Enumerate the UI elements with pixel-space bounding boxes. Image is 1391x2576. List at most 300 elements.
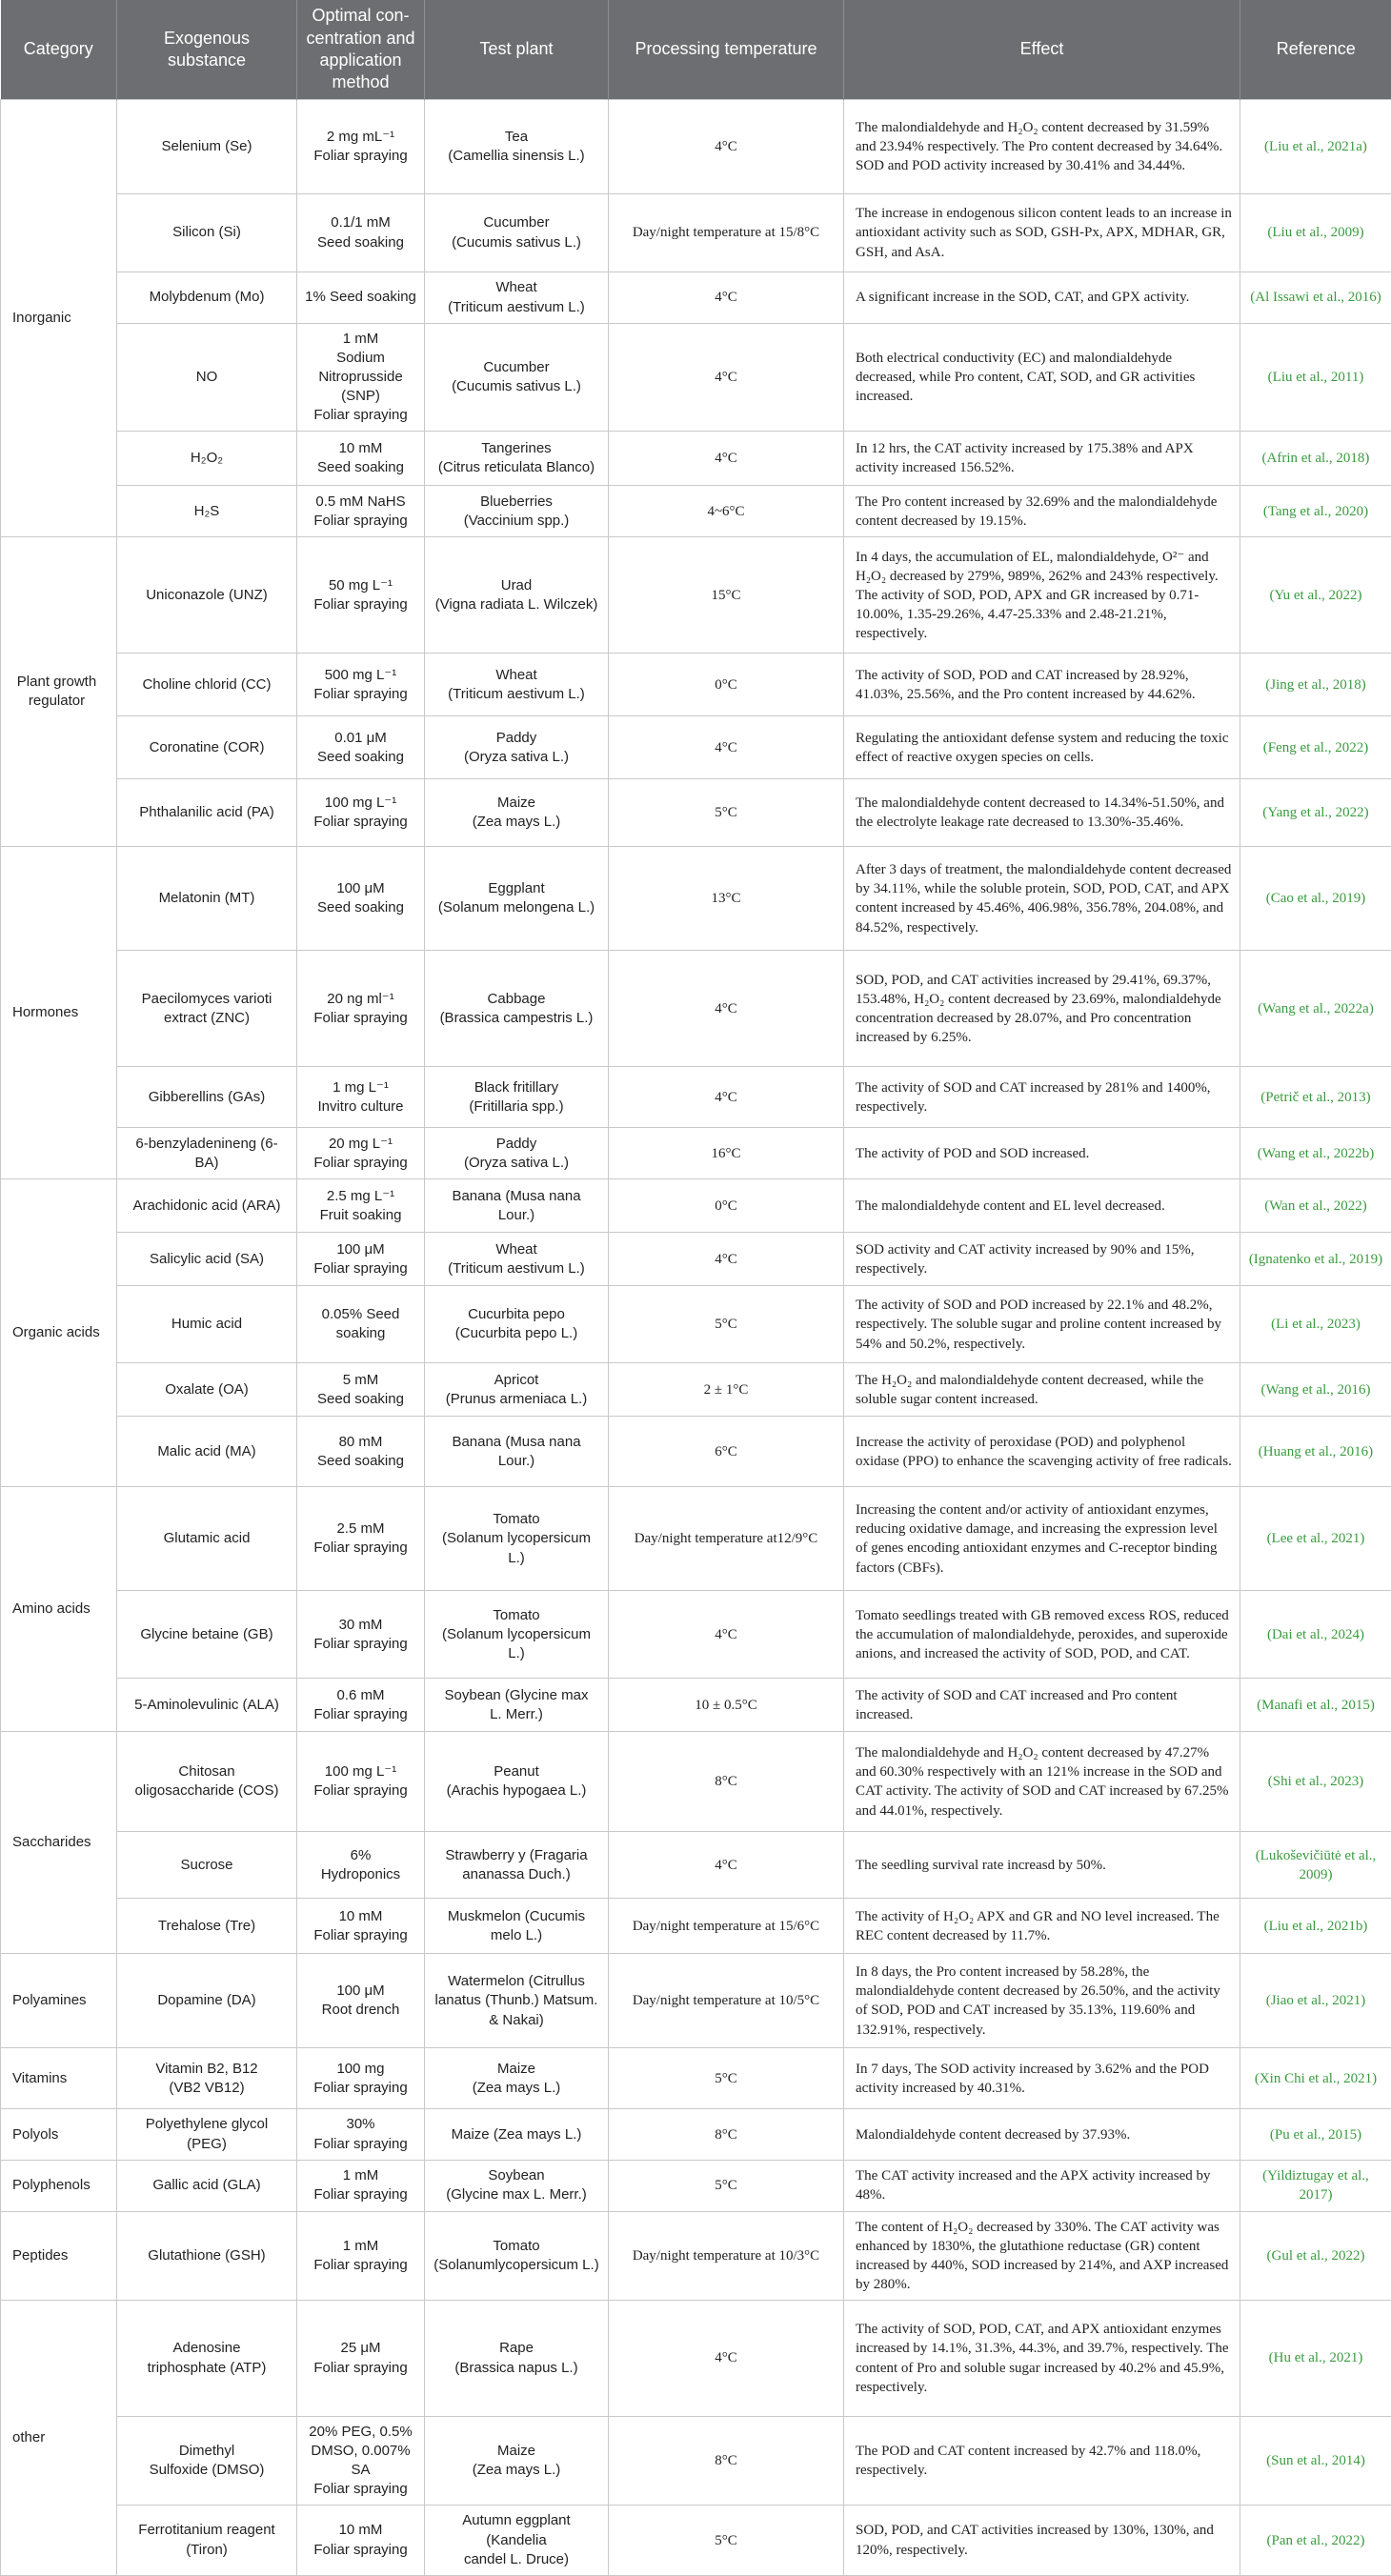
substance-cell bbox=[117, 1732, 297, 1832]
effect-cell: SOD, POD, and CAT activities increased by 130%, 130%, and 120%, respectively. bbox=[844, 2506, 1240, 2575]
concentration-cell-line: 20% PEG, 0.5% bbox=[305, 2423, 416, 2442]
substance-cell bbox=[117, 1487, 297, 1591]
concentration-cell-line: 100 mg L⁻¹ bbox=[305, 1762, 416, 1781]
temperature-cell: Day/night temperature at 15/8°C bbox=[609, 194, 844, 272]
substance-cell bbox=[117, 2417, 297, 2506]
concentration-cell-line: Foliar spraying bbox=[305, 147, 416, 166]
reference-link[interactable]: (Feng et al., 2022) bbox=[1240, 716, 1391, 779]
test-plant-cell-line: Rape bbox=[433, 2339, 600, 2358]
table-row bbox=[1, 100, 1391, 194]
table-row bbox=[1, 194, 1391, 272]
test-plant-cell-line: (Solanum lycopersicum L.) bbox=[433, 1529, 600, 1567]
test-plant-cell-line: Watermelon (Citrullus bbox=[433, 1972, 600, 1991]
concentration-cell bbox=[297, 716, 425, 779]
reference-link[interactable]: (Liu et al., 2009) bbox=[1240, 194, 1391, 272]
temperature-cell: 8°C bbox=[609, 2109, 844, 2160]
test-plant-cell-line: Cabbage bbox=[433, 990, 600, 1009]
temperature-cell: 5°C bbox=[609, 1286, 844, 1363]
substance-cell bbox=[117, 1679, 297, 1732]
reference-link[interactable]: (Lee et al., 2021) bbox=[1240, 1487, 1391, 1591]
substance-cell-line: 5-Aminolevulinic (ALA) bbox=[125, 1696, 289, 1715]
category-cell: Inorganic bbox=[1, 100, 117, 537]
test-plant-cell-line: (Solanum lycopersicum L.) bbox=[433, 1625, 600, 1663]
test-plant-cell-line: Soybean (Glycine max bbox=[433, 1686, 600, 1705]
concentration-cell-line: 1% Seed soaking bbox=[305, 288, 416, 307]
header-temperature: Processing temperature bbox=[609, 0, 844, 100]
table-row bbox=[1, 1417, 1391, 1487]
substance-cell-line: Polyethylene glycol (PEG) bbox=[125, 2115, 289, 2153]
reference-link[interactable]: (Yang et al., 2022) bbox=[1240, 779, 1391, 847]
concentration-cell-line: 50 mg L⁻¹ bbox=[305, 576, 416, 595]
test-plant-cell-line: Maize bbox=[433, 2442, 600, 2461]
concentration-cell bbox=[297, 537, 425, 654]
effect-cell: Increase the activity of peroxidase (POD) and polyphenol oxidase (PPO) to enhance the scavenging activity of free radicals. bbox=[844, 1417, 1240, 1487]
concentration-cell bbox=[297, 1679, 425, 1732]
concentration-cell-line: Sodium bbox=[305, 349, 416, 368]
test-plant-cell bbox=[425, 1363, 609, 1417]
concentration-cell-line: Nitroprusside (SNP) bbox=[305, 368, 416, 406]
substance-cell-line: Dimethyl bbox=[125, 2442, 289, 2461]
substance-cell-line: (VB2 VB12) bbox=[125, 2079, 289, 2098]
concentration-cell-line: Foliar spraying bbox=[305, 1926, 416, 1945]
table-row bbox=[1, 432, 1391, 486]
test-plant-cell-line: melo L.) bbox=[433, 1926, 600, 1945]
concentration-cell-line: 0.05% Seed soaking bbox=[305, 1305, 416, 1343]
test-plant-cell-line: Black fritillary bbox=[433, 1078, 600, 1097]
test-plant-cell bbox=[425, 272, 609, 324]
substance-cell-line: 6-benzyladenineng (6-BA) bbox=[125, 1135, 289, 1173]
concentration-cell bbox=[297, 1487, 425, 1591]
table-row bbox=[1, 951, 1391, 1067]
category-cell: Plant growth regulator bbox=[1, 537, 117, 847]
concentration-cell-line: Foliar spraying bbox=[305, 1705, 416, 1724]
test-plant-cell-line: Apricot bbox=[433, 1371, 600, 1390]
concentration-cell bbox=[297, 324, 425, 432]
effect-cell: The activity of SOD, POD and CAT increased by 28.92%, 41.03%, 25.56%, and the Pro content increased by 44.62%. bbox=[844, 654, 1240, 716]
test-plant-cell bbox=[425, 951, 609, 1067]
substance-cell bbox=[117, 1954, 297, 2048]
test-plant-cell bbox=[425, 1128, 609, 1179]
substance-cell bbox=[117, 486, 297, 537]
substance-cell-line: Chitosan bbox=[125, 1762, 289, 1781]
concentration-cell-line: 100 mg L⁻¹ bbox=[305, 794, 416, 813]
temperature-cell: Day/night temperature at 15/6°C bbox=[609, 1899, 844, 1954]
reference-link[interactable]: (Gul et al., 2022) bbox=[1240, 2211, 1391, 2300]
substance-cell-line: Sulfoxide (DMSO) bbox=[125, 2461, 289, 2480]
concentration-cell-line: 0.5 mM NaHS bbox=[305, 493, 416, 512]
concentration-cell bbox=[297, 1832, 425, 1899]
table-row bbox=[1, 1067, 1391, 1128]
effect-cell: Regulating the antioxidant defense system and reducing the toxic effect of reactive oxygen species on cells. bbox=[844, 716, 1240, 779]
substance-cell bbox=[117, 432, 297, 486]
concentration-cell-line: Invitro culture bbox=[305, 1097, 416, 1117]
test-plant-cell-line: lanatus (Thunb.) Matsum. bbox=[433, 1991, 600, 2010]
substance-cell-line: Adenosine bbox=[125, 2339, 289, 2358]
test-plant-cell-line: (Zea mays L.) bbox=[433, 813, 600, 832]
concentration-cell bbox=[297, 1417, 425, 1487]
test-plant-cell-line: Wheat bbox=[433, 278, 600, 297]
test-plant-cell-line: (Cucumis sativus L.) bbox=[433, 377, 600, 396]
concentration-cell bbox=[297, 100, 425, 194]
header-test-plant: Test plant bbox=[425, 0, 609, 100]
table-row bbox=[1, 847, 1391, 951]
test-plant-cell bbox=[425, 1233, 609, 1286]
test-plant-cell bbox=[425, 2048, 609, 2109]
test-plant-cell bbox=[425, 1954, 609, 2048]
reference-link[interactable]: (Cao et al., 2019) bbox=[1240, 847, 1391, 951]
test-plant-cell bbox=[425, 2506, 609, 2575]
table-row bbox=[1, 1591, 1391, 1679]
temperature-cell: 4°C bbox=[609, 1591, 844, 1679]
concentration-cell bbox=[297, 2506, 425, 2575]
test-plant-cell bbox=[425, 100, 609, 194]
effect-cell: The malondialdehyde and H₂O₂ content decreased by 47.27% and 60.30% respectively with an 121% increase in the SOD and CAT activity. The activity of SOD and CAT increased by 67.25% and 44.01%, respectively. bbox=[844, 1732, 1240, 1832]
concentration-cell-line: Hydroponics bbox=[305, 1865, 416, 1884]
table-row bbox=[1, 1679, 1391, 1732]
concentration-cell bbox=[297, 2211, 425, 2300]
test-plant-cell-line: Banana (Musa nana Lour.) bbox=[433, 1433, 600, 1471]
table-row bbox=[1, 1732, 1391, 1832]
test-plant-cell-line: (Camellia sinensis L.) bbox=[433, 147, 600, 166]
temperature-cell: 5°C bbox=[609, 2048, 844, 2109]
concentration-cell-line: Foliar spraying bbox=[305, 1259, 416, 1278]
test-plant-cell bbox=[425, 654, 609, 716]
reference-link[interactable]: (Sun et al., 2014) bbox=[1240, 2417, 1391, 2506]
test-plant-cell-line: L. Merr.) bbox=[433, 1705, 600, 1724]
effect-cell: In 8 days, the Pro content increased by 58.28%, the malondialdehyde content decreased by 26.50%, and the activity of SOD, POD and CAT increased by 35.13%, 119.60% and 132.91%, respectively. bbox=[844, 1954, 1240, 2048]
test-plant-cell-line: Eggplant bbox=[433, 879, 600, 898]
reference-link[interactable]: (Wang et al., 2016) bbox=[1240, 1363, 1391, 1417]
test-plant-cell-line: (Glycine max L. Merr.) bbox=[433, 2185, 600, 2204]
concentration-cell bbox=[297, 2048, 425, 2109]
reference-link[interactable]: (Liu et al., 2011) bbox=[1240, 324, 1391, 432]
reference-link[interactable]: (Al Issawi et al., 2016) bbox=[1240, 272, 1391, 324]
concentration-cell-line: 80 mM bbox=[305, 1433, 416, 1452]
test-plant-cell-line: Cucumber bbox=[433, 213, 600, 232]
reference-link[interactable]: (Hu et al., 2021) bbox=[1240, 2301, 1391, 2417]
effect-cell: The malondialdehyde and H₂O₂ content decreased by 31.59% and 23.94% respectively. The Pro content decreased by 34.64%. SOD and POD activity increased by 30.41% and 34.44%. bbox=[844, 100, 1240, 194]
concentration-cell bbox=[297, 1591, 425, 1679]
category-cell: Organic acids bbox=[1, 1179, 117, 1487]
concentration-cell-line: Foliar spraying bbox=[305, 685, 416, 704]
test-plant-cell-line: (Cucurbita pepo L.) bbox=[433, 1324, 600, 1343]
effect-cell: In 7 days, The SOD activity increased by 3.62% and the POD activity increased by 40.31%. bbox=[844, 2048, 1240, 2109]
concentration-cell-line: Foliar spraying bbox=[305, 1635, 416, 1654]
concentration-cell-line: 5 mM bbox=[305, 1371, 416, 1390]
reference-link[interactable]: (Li et al., 2023) bbox=[1240, 1286, 1391, 1363]
concentration-cell-line: Seed soaking bbox=[305, 898, 416, 917]
test-plant-cell-line: Banana (Musa nana Lour.) bbox=[433, 1187, 600, 1225]
concentration-cell bbox=[297, 779, 425, 847]
concentration-cell bbox=[297, 654, 425, 716]
substance-cell-line: (Tiron) bbox=[125, 2541, 289, 2560]
effect-cell: In 12 hrs, the CAT activity increased by 175.38% and APX activity increased 156.52%. bbox=[844, 432, 1240, 486]
concentration-cell bbox=[297, 2301, 425, 2417]
temperature-cell: 10 ± 0.5°C bbox=[609, 1679, 844, 1732]
substance-cell bbox=[117, 324, 297, 432]
test-plant-cell bbox=[425, 2160, 609, 2211]
effect-cell: The increase in endogenous silicon content leads to an increase in antioxidant activity such as SOD, GSH-Px, APX, MDHAR, GR, GSH, and AsA. bbox=[844, 194, 1240, 272]
substance-cell bbox=[117, 2506, 297, 2575]
substance-cell-line: Silicon (Si) bbox=[125, 223, 289, 242]
concentration-cell-line: Foliar spraying bbox=[305, 2541, 416, 2560]
table-header bbox=[1, 0, 1391, 100]
test-plant-cell bbox=[425, 1679, 609, 1732]
category-cell: other bbox=[1, 2301, 117, 2576]
temperature-cell: 2 ± 1°C bbox=[609, 1363, 844, 1417]
concentration-cell-line: 1 mg L⁻¹ bbox=[305, 1078, 416, 1097]
concentration-cell-line: Foliar spraying bbox=[305, 512, 416, 531]
category-cell: Peptides bbox=[1, 2211, 117, 2300]
temperature-cell: Day/night temperature at12/9°C bbox=[609, 1487, 844, 1591]
concentration-cell-line: Foliar spraying bbox=[305, 2185, 416, 2204]
reference-link[interactable]: (Dai et al., 2024) bbox=[1240, 1591, 1391, 1679]
temperature-cell: 4°C bbox=[609, 432, 844, 486]
reference-link[interactable]: (Afrin et al., 2018) bbox=[1240, 432, 1391, 486]
table-row bbox=[1, 2301, 1391, 2417]
table-row bbox=[1, 1128, 1391, 1179]
test-plant-cell-line: Muskmelon (Cucumis bbox=[433, 1907, 600, 1926]
concentration-cell-line: Seed soaking bbox=[305, 458, 416, 477]
test-plant-cell-line: (Triticum aestivum L.) bbox=[433, 685, 600, 704]
concentration-cell-line: Fruit soaking bbox=[305, 1206, 416, 1225]
reference-link[interactable]: (Wang et al., 2022b) bbox=[1240, 1128, 1391, 1179]
effect-cell: The POD and CAT content increased by 42.7% and 118.0%, respectively. bbox=[844, 2417, 1240, 2506]
test-plant-cell-line: (Cucumis sativus L.) bbox=[433, 233, 600, 252]
reference-link[interactable]: (Yu et al., 2022) bbox=[1240, 537, 1391, 654]
temperature-cell: 16°C bbox=[609, 1128, 844, 1179]
header-row bbox=[1, 0, 1391, 100]
substance-cell-line: oligosaccharide (COS) bbox=[125, 1781, 289, 1801]
concentration-cell bbox=[297, 847, 425, 951]
test-plant-cell-line: (Brassica campestris L.) bbox=[433, 1009, 600, 1028]
substance-cell-line: Glutamic acid bbox=[125, 1529, 289, 1548]
substance-cell bbox=[117, 1179, 297, 1233]
substance-cell-line: extract (ZNC) bbox=[125, 1009, 289, 1028]
table-row bbox=[1, 1487, 1391, 1591]
reference-link[interactable]: (Yildiztugay et al., 2017) bbox=[1240, 2160, 1391, 2211]
concentration-cell bbox=[297, 951, 425, 1067]
reference-link[interactable]: (Petrič et al., 2013) bbox=[1240, 1067, 1391, 1128]
substance-cell-line: Paecilomyces varioti bbox=[125, 990, 289, 1009]
reference-link[interactable]: (Jing et al., 2018) bbox=[1240, 654, 1391, 716]
test-plant-cell bbox=[425, 486, 609, 537]
temperature-cell: 4°C bbox=[609, 272, 844, 324]
reference-link[interactable]: (Manafi et al., 2015) bbox=[1240, 1679, 1391, 1732]
test-plant-cell-line: Cucumber bbox=[433, 358, 600, 377]
test-plant-cell bbox=[425, 1179, 609, 1233]
test-plant-cell-line: Tomato bbox=[433, 1606, 600, 1625]
test-plant-cell-line: Tea bbox=[433, 128, 600, 147]
test-plant-cell-line: Tangerines bbox=[433, 439, 600, 458]
table-row bbox=[1, 272, 1391, 324]
concentration-cell-line: 100 μM bbox=[305, 1240, 416, 1259]
temperature-cell: 8°C bbox=[609, 1732, 844, 1832]
temperature-cell: 0°C bbox=[609, 654, 844, 716]
concentration-cell bbox=[297, 272, 425, 324]
concentration-cell bbox=[297, 194, 425, 272]
table-row bbox=[1, 654, 1391, 716]
test-plant-cell-line: Wheat bbox=[433, 666, 600, 685]
effect-cell: The content of H₂O₂ decreased by 330%. The CAT activity was enhanced by 1830%, the glutathione reductase (GR) content increased by 440%, SOD increased by 214%, and AXP increased by 280%. bbox=[844, 2211, 1240, 2300]
table-row bbox=[1, 716, 1391, 779]
substance-cell bbox=[117, 2211, 297, 2300]
concentration-cell-line: Foliar spraying bbox=[305, 406, 416, 425]
concentration-cell bbox=[297, 2160, 425, 2211]
test-plant-cell-line: candel L. Druce) bbox=[433, 2550, 600, 2569]
concentration-cell bbox=[297, 1179, 425, 1233]
header-substance: Exogenous substance bbox=[117, 0, 297, 100]
effect-cell: The activity of POD and SOD increased. bbox=[844, 1128, 1240, 1179]
concentration-cell bbox=[297, 2109, 425, 2160]
reference-link[interactable]: (Pu et al., 2015) bbox=[1240, 2109, 1391, 2160]
test-plant-cell-line: Cucurbita pepo bbox=[433, 1305, 600, 1324]
test-plant-cell-line: (Vigna radiata L. Wilczek) bbox=[433, 595, 600, 614]
test-plant-cell bbox=[425, 194, 609, 272]
test-plant-cell bbox=[425, 716, 609, 779]
reference-link[interactable]: (Liu et al., 2021a) bbox=[1240, 100, 1391, 194]
reference-link[interactable]: (Wang et al., 2022a) bbox=[1240, 951, 1391, 1067]
concentration-cell-line: Seed soaking bbox=[305, 748, 416, 767]
category-cell: Polyamines bbox=[1, 1954, 117, 2048]
temperature-cell: 5°C bbox=[609, 2506, 844, 2575]
test-plant-cell bbox=[425, 779, 609, 847]
effect-cell: The malondialdehyde content and EL level decreased. bbox=[844, 1179, 1240, 1233]
test-plant-cell bbox=[425, 1899, 609, 1954]
temperature-cell: Day/night temperature at 10/5°C bbox=[609, 1954, 844, 2048]
reference-link[interactable]: (Shi et al., 2023) bbox=[1240, 1732, 1391, 1832]
test-plant-cell-line: (Solanumlycopersicum L.) bbox=[433, 2256, 600, 2275]
test-plant-cell-line: (Triticum aestivum L.) bbox=[433, 1259, 600, 1278]
table-row bbox=[1, 1832, 1391, 1899]
concentration-cell-line: DMSO, 0.007% SA bbox=[305, 2442, 416, 2480]
substance-cell-line: Glutathione (GSH) bbox=[125, 2246, 289, 2265]
concentration-cell-line: 2.5 mg L⁻¹ bbox=[305, 1187, 416, 1206]
concentration-cell-line: 25 μM bbox=[305, 2339, 416, 2358]
concentration-cell-line: 1 mM bbox=[305, 2166, 416, 2185]
test-plant-cell-line: Peanut bbox=[433, 1762, 600, 1781]
concentration-cell-line: Foliar spraying bbox=[305, 2359, 416, 2378]
substance-cell bbox=[117, 1591, 297, 1679]
reference-link[interactable]: (Huang et al., 2016) bbox=[1240, 1417, 1391, 1487]
table-row bbox=[1, 1363, 1391, 1417]
concentration-cell-line: Foliar spraying bbox=[305, 2480, 416, 2499]
reference-link[interactable]: (Tang et al., 2020) bbox=[1240, 486, 1391, 537]
effect-cell: SOD, POD, and CAT activities increased by 29.41%, 69.37%, 153.48%, H₂O₂ content decreased by 23.69%, malondialdehyde concentration decreased by 28.07%, and Pro concentration increased by 6.25%. bbox=[844, 951, 1240, 1067]
test-plant-cell-line: Autumn eggplant (Kandelia bbox=[433, 2511, 600, 2549]
test-plant-cell-line: (Citrus reticulata Blanco) bbox=[433, 458, 600, 477]
concentration-cell-line: Foliar spraying bbox=[305, 1781, 416, 1801]
substance-cell bbox=[117, 194, 297, 272]
substance-cell bbox=[117, 1233, 297, 1286]
substance-cell bbox=[117, 779, 297, 847]
reference-link[interactable]: (Xin Chi et al., 2021) bbox=[1240, 2048, 1391, 2109]
effect-cell: In 4 days, the accumulation of EL, malondialdehyde, O²⁻ and H₂O₂ decreased by 279%, 989%, 262% and 243% respectively. The activity of SOD, POD, APX and GR increased by 0.71-10.00%, 1.35-29.26%, 4.47-25.33% and 2.48-21.21%, respectively. bbox=[844, 537, 1240, 654]
temperature-cell: 4°C bbox=[609, 1067, 844, 1128]
reference-link[interactable]: (Liu et al., 2021b) bbox=[1240, 1899, 1391, 1954]
concentration-cell bbox=[297, 1732, 425, 1832]
test-plant-cell-line: Urad bbox=[433, 576, 600, 595]
header-concentration: Optimal con- centration and application method bbox=[297, 0, 425, 100]
effect-cell: The H₂O₂ and malondialdehyde content decreased, while the soluble sugar content increased. bbox=[844, 1363, 1240, 1417]
substance-cell-line: Vitamin B2, B12 bbox=[125, 2060, 289, 2079]
test-plant-cell bbox=[425, 1286, 609, 1363]
temperature-cell: 13°C bbox=[609, 847, 844, 951]
category-cell: Hormones bbox=[1, 847, 117, 1179]
substance-cell bbox=[117, 1286, 297, 1363]
table-row bbox=[1, 2417, 1391, 2506]
reference-link[interactable]: (Ignatenko et al., 2019) bbox=[1240, 1233, 1391, 1286]
temperature-cell: 4°C bbox=[609, 1233, 844, 1286]
concentration-cell-line: 1 mM bbox=[305, 2237, 416, 2256]
test-plant-cell-line: Blueberries bbox=[433, 493, 600, 512]
test-plant-cell bbox=[425, 847, 609, 951]
substance-cell-line: Choline chlorid (CC) bbox=[125, 675, 289, 694]
table-row bbox=[1, 2211, 1391, 2300]
table-row bbox=[1, 1233, 1391, 1286]
effect-cell: The activity of SOD and POD increased by 22.1% and 48.2%, respectively. The soluble sugar and proline content increased by 54% and 50.2%, respectively. bbox=[844, 1286, 1240, 1363]
substance-cell bbox=[117, 1832, 297, 1899]
reference-link[interactable]: (Pan et al., 2022) bbox=[1240, 2506, 1391, 2575]
substance-cell bbox=[117, 2109, 297, 2160]
concentration-cell-line: 10 mM bbox=[305, 439, 416, 458]
substance-cell-line: H₂S bbox=[125, 502, 289, 521]
substance-cell-line: triphosphate (ATP) bbox=[125, 2359, 289, 2378]
test-plant-cell-line: (Fritillaria spp.) bbox=[433, 1097, 600, 1117]
concentration-cell bbox=[297, 1954, 425, 2048]
substance-cell bbox=[117, 2160, 297, 2211]
test-plant-cell-line: Maize (Zea mays L.) bbox=[433, 2125, 600, 2144]
substance-cell bbox=[117, 847, 297, 951]
table-row bbox=[1, 1286, 1391, 1363]
effect-cell: A significant increase in the SOD, CAT, and GPX activity. bbox=[844, 272, 1240, 324]
table-row bbox=[1, 2506, 1391, 2575]
table-row bbox=[1, 779, 1391, 847]
test-plant-cell-line: (Solanum melongena L.) bbox=[433, 898, 600, 917]
test-plant-cell-line: (Arachis hypogaea L.) bbox=[433, 1781, 600, 1801]
category-cell: Polyphenols bbox=[1, 2160, 117, 2211]
effect-cell: The activity of SOD and CAT increased and Pro content increased. bbox=[844, 1679, 1240, 1732]
test-plant-cell-line: Paddy bbox=[433, 1135, 600, 1154]
reference-link[interactable]: (Jiao et al., 2021) bbox=[1240, 1954, 1391, 2048]
substance-cell bbox=[117, 1067, 297, 1128]
substance-cell-line: Uniconazole (UNZ) bbox=[125, 586, 289, 605]
concentration-cell-line: Foliar spraying bbox=[305, 1009, 416, 1028]
test-plant-cell-line: Maize bbox=[433, 794, 600, 813]
substance-cell-line: Ferrotitanium reagent bbox=[125, 2521, 289, 2540]
effect-cell: The CAT activity increased and the APX activity increased by 48%. bbox=[844, 2160, 1240, 2211]
substance-cell-line: Molybdenum (Mo) bbox=[125, 288, 289, 307]
test-plant-cell-line: Tomato bbox=[433, 2237, 600, 2256]
test-plant-cell bbox=[425, 2109, 609, 2160]
effect-cell: The malondialdehyde content decreased to 14.34%-51.50%, and the electrolyte leakage rate decreased to 13.30%-35.46%. bbox=[844, 779, 1240, 847]
substance-cell bbox=[117, 654, 297, 716]
temperature-cell: 4°C bbox=[609, 2301, 844, 2417]
reference-link[interactable]: (Wan et al., 2022) bbox=[1240, 1179, 1391, 1233]
table-row bbox=[1, 324, 1391, 432]
test-plant-cell-line: (Oryza sativa L.) bbox=[433, 748, 600, 767]
effect-cell: Tomato seedlings treated with GB removed excess ROS, reduced the accumulation of malondialdehyde, peroxides, and superoxide anions, and increased the activity of SOD, POD, and CAT. bbox=[844, 1591, 1240, 1679]
concentration-cell-line: Foliar spraying bbox=[305, 2079, 416, 2098]
effect-cell: Increasing the content and/or activity of antioxidant enzymes, reducing oxidative damage, and increasing the expression level of genes encoding antioxidant enzymes and C-receptor binding factors (CBFs). bbox=[844, 1487, 1240, 1591]
concentration-cell bbox=[297, 1363, 425, 1417]
concentration-cell bbox=[297, 1899, 425, 1954]
temperature-cell: 4°C bbox=[609, 324, 844, 432]
effect-cell: Malondialdehyde content decreased by 37.93%. bbox=[844, 2109, 1240, 2160]
test-plant-cell bbox=[425, 1417, 609, 1487]
reference-link[interactable]: (Lukoševičiūtė et al., 2009) bbox=[1240, 1832, 1391, 1899]
test-plant-cell bbox=[425, 324, 609, 432]
